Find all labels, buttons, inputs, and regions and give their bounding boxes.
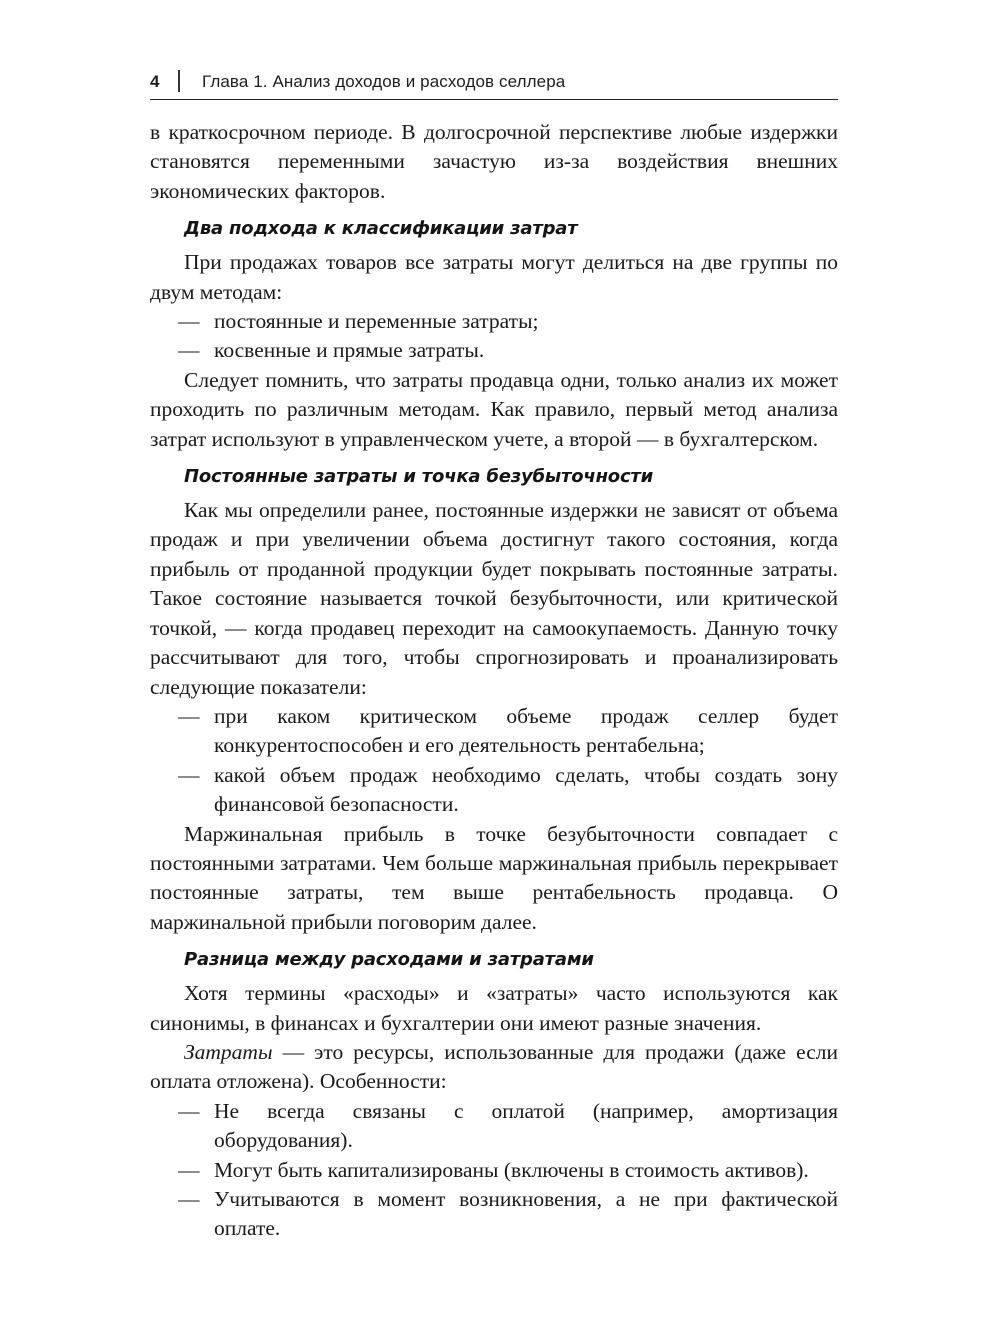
- page-body: [150, 118, 838, 1244]
- section-heading-breakeven: Постоянные затраты и точка безубыточности: [184, 466, 654, 488]
- list-item-text: косвенные и прямые затраты.: [214, 338, 485, 363]
- list-item: [150, 336, 838, 365]
- list-item: [150, 1156, 838, 1185]
- list-item-text: Учитываются в момент возникновения, а не при фактической оплате.: [214, 1187, 838, 1241]
- paragraph: Следует помнить, что затраты продавца одни, только анализ их может проходить по различным методам. Как правило, первый метод анализа затрат используют в управленческом учете, а второй — в бухгалтерском.: [150, 367, 838, 451]
- dash-marker: —: [178, 309, 200, 334]
- section-heading-difference: Разница между расходами и затратами: [184, 949, 594, 971]
- term-italic: Затраты: [184, 1039, 273, 1064]
- list-item: [150, 1185, 838, 1244]
- list-item: [150, 702, 838, 761]
- list-item-text: Могут быть капитализированы (включены в стоимость активов).: [214, 1157, 809, 1182]
- paragraph-text: — это ресурсы, использованные для продажи (даже если оплата отложена). Особенности:: [150, 1039, 838, 1094]
- list-item: [150, 761, 838, 820]
- list-item-text: какой объем продаж необходимо сделать, чтобы создать зону финансовой безопасности.: [214, 762, 838, 817]
- paragraph: Хотя термины «расходы» и «затраты» часто используются как синонимы, в финансах и бухгалтерии они имеют разные значения.: [150, 981, 838, 1035]
- dash-list: [150, 307, 838, 366]
- dash-marker: —: [178, 1157, 200, 1182]
- paragraph: [150, 1038, 838, 1097]
- paragraph: При продажах товаров все затраты могут делиться на две группы по двум методам:: [150, 250, 838, 304]
- paragraph: Как мы определили ранее, постоянные издержки не зависят от объема продаж и при увеличении объема достигнут такого состояния, когда прибыль от проданной продукции будет покрывать постоянные затраты. Такое состояние называется точкой безубыточности, или критической точкой, — когда продавец переходит на самоокупаемость. Данную точку рассчитывают для того, чтобы спрогнозировать и проанализировать следующие показатели:: [150, 498, 838, 699]
- page-number: 4: [150, 72, 160, 91]
- dash-list: [150, 1097, 838, 1244]
- header-separator: [178, 70, 180, 92]
- dash-marker: —: [178, 1187, 200, 1211]
- list-item-text: Не всегда связаны с оплатой (например, амортизация оборудования).: [214, 1098, 838, 1153]
- intro-paragraph: в краткосрочном периоде. В долгосрочной перспективе любые издержки становятся переменными зачастую из-за воздействия внешних экономических факторов.: [150, 120, 838, 203]
- running-header: [150, 66, 838, 100]
- list-item-text: постоянные и переменные затраты;: [214, 309, 539, 334]
- dash-marker: —: [178, 762, 200, 787]
- section-heading-classification: Два подхода к классификации затрат: [184, 218, 578, 240]
- chapter-title: Глава 1. Анализ доходов и расходов селлера: [202, 72, 566, 91]
- dash-marker: —: [178, 703, 200, 728]
- list-item: [150, 1097, 838, 1156]
- dash-marker: —: [178, 1098, 200, 1123]
- dash-list: [150, 702, 838, 820]
- paragraph: Маржинальная прибыль в точке безубыточности совпадает с постоянными затратами. Чем больше маржинальная прибыль перекрывает постоянные затраты, тем выше рентабельность продавца. О маржинальной прибыли поговорим далее.: [150, 821, 838, 934]
- list-item: [150, 307, 838, 336]
- dash-marker: —: [178, 338, 200, 363]
- list-item-text: при каком критическом объеме продаж селлер будет конкурентоспособен и его деятельность рентабельна;: [214, 703, 838, 758]
